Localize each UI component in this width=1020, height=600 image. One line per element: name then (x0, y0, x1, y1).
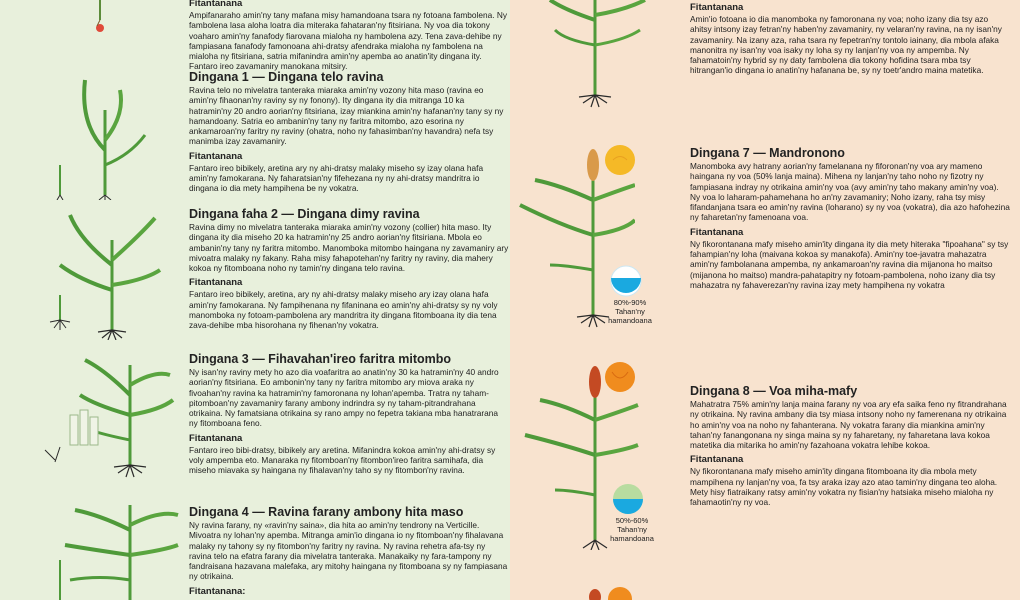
stage8-sub: Fitantanana (690, 454, 744, 466)
stage8-heading: Dingana 8 — Voa miha-mafy (690, 384, 858, 398)
stage4-heading: Dingana 4 — Ravina farany ambony hita maso (189, 505, 464, 519)
stage7-section (690, 146, 1010, 290)
stage8-sub-body: Ny fikorontanana mafy miseho amin'ity dingana fitomboana ity dia mbola mety mampihena ny lanjan'ny voa, fa tsy araka izay azo atao tamin'ny dingana teo aloha. Mety hisy fiatraikany ratsy amin'ny vokatra ny fisian'ny hatsiaka miseho mialoha ny fahamaotin'ny ny voa. (690, 466, 998, 508)
moisture-50-label: Tahan'ny hamandoana (610, 525, 654, 543)
stage2-body: Ravina dimy no mivelatra tanteraka miaraka amin'ny vozony (collier) hita maso. Ity dingana ity dia miseho 20 ka hatramin'ny 25 andro aorian'ny fitsiriana. Mbola eo ambanin'ny tany ny faritra mitombo. Manomboka mitombo haingana ny zavamaniry ary mivoatra malaky ny fakany. Raha misy fahapotehan'ny faritry ny raviny, dia mahery kokoa ny fitomboana noho ny tamin'ny dingana telo ravina. (189, 222, 509, 274)
stage0-sub: Fitantanana (189, 0, 243, 9)
moisture-80-pct: 80%-90% (613, 298, 647, 307)
stage3-sub: Fitantanana (189, 432, 243, 444)
stage1-section (189, 70, 509, 194)
stage4-sub: Fitantanana: (189, 585, 246, 597)
stage7-sub-body: Ny fikorontanana mafy miseho amin'ity dingana ity dia mety hiteraka "fipoahana" sy tsy fahampian'ny loha (maivana kokoa sy manakofa). Amin'ny toe-javatra mahazatra amin'ny fambolanana ampemba, ny ankamaroan'ny ravina dia mijanona ho maitso (mijanona ho maitso) mandra-pahatapitry ny fotoam-pambolena, noho izany dia tsy mahazatra ny fahaverezan'ny ravina izay mety hampihena ny vokatra (690, 238, 1009, 290)
grain-kernel-icon (603, 143, 637, 177)
stage4-body: Ny ravina farany, ny «ravin'ny saina», dia hita ao amin'ny tendrony na Verticille. Mivoatra ny lohan'ny apemba. Mitranga amin'io dingana io ny fitomboan'ny fihalavana malaky ny tahony sy ny fitombon'ny faritry ny ravina. Ny ravina rehetra afa-tsy ny ravina telo na efatra farany dia mivelatra tanteraka. Manakaiky ny fara-tampony ny fandraisana hazavana malefaka, ary mitohy haingana ny fitomboana sy ny fampiasana ny otrikaina. (189, 520, 508, 582)
stage0-section (189, 0, 509, 72)
stage0-body: Ampifanaraho amin'ny tany mafana misy hamandoana tsara ny fotoana fambolena. Ny fambolena lasa aloha loatra dia miteraka fahataran'ny fitsiriana. Ny voa dia tokony voaharo amin'ny fanafody fiarovana mialoha ny hambolena azy. Tena zava-dehibe ny fampiasana fanafody famonoana ahi-dratsy afendraka mialoha ny fambolena na mialoha ny fitsiriana, satria mifanindra amin'ny apemba ao anatin'ity dingana ity. Fantaro ireo zavamaniry manokana mitsiry. (189, 10, 507, 72)
stage7-heading: Dingana 7 — Mandronono (690, 146, 845, 160)
stage2-sub-body: Fantaro ireo bibikely, aretina, ary ny ahi-dratsy malaky miseho ary izay olana hafa amin'ny famokarana. Ny fampihenana ny fifaninana eo amin'ny ahi-dratsy sy ny voly manomboka ny fotoam-pambolena ary mandritra ity dingana fitomboana ity dia tena zava-dehibe mba hisorohana ny fihenan'ny vokatra. (189, 289, 498, 331)
stage6-sub: Fitantanana (690, 2, 744, 13)
stage7-body: Manomboka avy hatrany aorian'ny famelanana ny fiforonan'ny voa ary mameno haingana ny voa (50% lanja maina). Mihena ny lanjan'ny taho noho ny fizotry ny fampiasana indray ny otrikaina amin'ny voa (avy amin'ny taho makany amin'ny voa). Ny voa lo laharam-pahamehana ho an'ny zavamaniry; Noho izany, raha tsy misy fifandanjana tsara eo amin'ny ravina (loharano) sy ny voa (vokatra), dia azo hafohezina ny faharetan'ny famenoana voa. (690, 161, 1010, 223)
plant-stage3-icon (35, 355, 175, 485)
plant-stage1-icon (50, 70, 160, 200)
stage6-section (690, 0, 1010, 76)
stage1-sub-body: Fantaro ireo bibikely, aretina ary ny ahi-dratsy malaky miseho sy izay olana hafa amin'ny famokarana. Ny faharatsian'ny fifehezana ny ny ahi-dratsy mandritra io dingana io dia mety hampihena be ny vokatra. (189, 162, 484, 194)
moisture-80-text (605, 298, 655, 325)
stage3-body: Ny isan'ny raviny mety ho azo dia voafaritra ao anatin'ny 30 ka hatramin'ny 40 andro aorian'ny fitsiriana. Eo ambonin'ny tany ny faritra mitombo ary miova araka ny fivoahan'ny ravina ka hatramin'ny famoronana ny lohan'apemba. Tratra ny taham-pitomboan'ny zavamaniry farany ambony indrindra sy ny taham-pitrandrahana otrikaina. Ny famatsiana otrikaina sy rano ampy no fepetra takiana mba hanatrarana ny fitomboana feno. (189, 367, 499, 429)
stage3-section (189, 352, 509, 476)
stage8-section (690, 384, 1010, 508)
stage1-body: Ravina telo no mivelatra tanteraka miaraka amin'ny vozony hita maso (ravina eo amin'ny fihaonan'ny raviny sy ny fonony). Ity dingana ity dia mitranga 10 ka hatramin'ny 20 andro aorian'ny fitsiriana, izay miankina amin'ny hafanan'ny tany sy ny hamandoany. Satria eo ambanin'ny tany ny faritra mitombo, azo esorina ny ankamaroan'ny faritry ny raviny (ohatra, noho ny fahasimban'ny havandra) nefa tsy manimba izay zavamaniry. (189, 85, 504, 147)
stage3-heading: Dingana 3 — Fihavahan'ireo faritra mitombo (189, 352, 452, 366)
moisture-50-icon (611, 482, 645, 516)
seedling-icon (80, 0, 120, 34)
grain-kernel-mature-icon (603, 360, 637, 394)
moisture-50-text (603, 516, 661, 543)
stage1-heading: Dingana 1 — Dingana telo ravina (189, 70, 384, 84)
moisture-80-label: Tahan'ny hamandoana (608, 307, 652, 325)
stage8-body: Mahatratra 75% amin'ny lanja maina farany ny voa ary efa saika feno ny fitrandrahana ny otrikaina. Ny ravina ambany dia tsy miasa intsony noho ny famerenana ny otrikaina ho amin'ny voa na noho ny fahanterana. Ny vokatra farany dia miankina amin'ny tahan'ny fanangonana ny singa maina sy ny faharetany, ny faharetana lava kokoa matetika dia mitarika ho amin'ny fazahoana vokatra lehibe kokoa. (690, 399, 1007, 451)
stage2-section (189, 207, 509, 331)
moisture-50-pct: 50%-60% (615, 516, 649, 525)
plant-stage6-icon (540, 0, 650, 110)
stage4-section (189, 505, 509, 598)
moisture-80-icon (609, 264, 643, 298)
plant-stage2-icon (40, 210, 170, 340)
stage2-sub: Fitantanana (189, 277, 243, 289)
stage7-sub: Fitantanana (690, 226, 744, 238)
next-stage-partial-icon (585, 585, 645, 600)
stage2-heading: Dingana faha 2 — Dingana dimy ravina (189, 207, 420, 221)
stage1-sub: Fitantanana (189, 150, 243, 162)
stage3-sub-body: Fantaro ireo bibi-dratsy, bibikely ary aretina. Mifanindra kokoa amin'ny ahi-dratsy sy voly ampemba eto. Manaraka ny fitomboan'ny fitombon'ireo faritra samihafa, dia miseho miavaka sy haingana ny fihalavan'ny taho sy ny fitombon'ny ravina. (189, 444, 496, 476)
plant-stage4-icon (40, 500, 180, 600)
stage6-body: Amin'io fotoana io dia manomboka ny famoronana ny voa; noho izany dia tsy azo ahitsy intsony izay fetran'ny haben'ny zavamaniry, ny velaran'ny ravina, na ny isan'ny zavamaniry. Na izany aza, raha tsara ny fepetran'ny tontolo iainany, dia mbola afaka manonitra ny isan'ny voa isaky ny loha sy ny lanjan'ny voa ny ampemba. Ny fahamatoin'ny hybrid sy ny daty fambolena dia tokony hofidina tsara mba tsy hitrangan'io dingana io anatin'ny hafanana be, sy ny toetr'andro maina matetika. (690, 14, 1002, 76)
